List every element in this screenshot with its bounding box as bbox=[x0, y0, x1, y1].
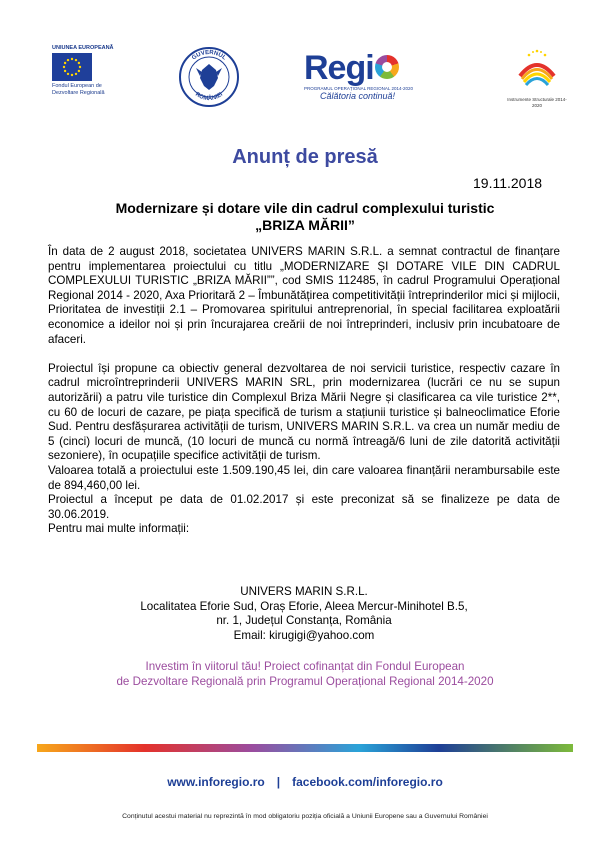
funding-slogan bbox=[0, 660, 610, 689]
eu-flag-icon bbox=[52, 53, 92, 81]
contact-address-line-1: Localitatea Eforie Sud, Oraș Eforie, Aleea Mercur-Minihotel B.5, bbox=[140, 599, 468, 613]
footer-links bbox=[0, 775, 610, 789]
svg-text:ROMÂNIEI: ROMÂNIEI bbox=[193, 91, 225, 103]
press-release-date: 19.11.2018 bbox=[473, 175, 543, 191]
contact-address-line-2: nr. 1, Județul Constanța, România bbox=[216, 614, 392, 628]
contact-email: Email: kirugigi@yahoo.com bbox=[233, 628, 375, 642]
slogan-line-1: Investim în viitorul tău! Proiect cofinanțat din Fondul European bbox=[145, 660, 465, 673]
slogan-line-2: de Dezvoltare Regională prin Programul Operațional Regional 2014-2020 bbox=[116, 674, 494, 688]
contact-block bbox=[48, 585, 560, 643]
press-release-body bbox=[48, 245, 560, 537]
structural-instruments-caption: Instrumente Structurale 2014-2020 bbox=[507, 97, 567, 108]
body-paragraph-2: Proiectul își propune ca obiectiv general dezvoltarea de noi servicii turistice, respectiv cazare în cadrul microîntreprinderii UNIVERS MARIN SRL, prin modernizarea (lucrări ce nu se supun autorizării) a patru vile turistice din Complexul Briza Mării Negre și clasificarea ca vile turistice 2**, cu 60 de locuri de cazare, pe piața specifică de turism a stațiunii turistice și balneoclimatice Eforie Sud. Pentru desfășurarea activității de turism, UNIVERS MARIN S.R.L. va crea un număr mediu de 5 (cinci) locuri de muncă, (10 locuri de muncă cu normă întreagă/6 luni de zile datorită activității sezoniere), în ocupațiile specifice activității de turism. bbox=[48, 361, 560, 463]
regio-colorful-o-icon bbox=[375, 55, 399, 79]
subtitle-line-2: „BRIZA MĂRII” bbox=[255, 217, 355, 233]
svg-text:GUVERNUL: GUVERNUL bbox=[191, 49, 227, 62]
footer-separator: | bbox=[276, 775, 281, 789]
facebook-link[interactable]: facebook.com/inforegio.ro bbox=[292, 775, 443, 789]
eu-logo-caption-top: UNIUNEA EUROPEANĂ bbox=[52, 45, 114, 51]
regio-tagline: Călătoria continuă! bbox=[320, 91, 396, 101]
more-info-label: Pentru mai multe informații: bbox=[48, 522, 190, 536]
eu-logo bbox=[52, 45, 122, 97]
body-paragraph-1: În data de 2 august 2018, societatea UNIVERS MARIN S.R.L. a semnat contractul de finanțare pentru implementarea proiectului cu titlu „MODERNIZARE ȘI DOTARE VILE DIN CADRUL COMPLEXULUI TURISTIC „BRIZA MĂRII””, cod SMIS 112485, în cadrul Programului Operațional Regional 2014 - 2020, Axa Prioritară 2 – Îmbunătățirea competitivității întreprinderilor mici și mijlocii, Prioritatea de investiții 2.1 – Promovarea spiritului antreprenorial, în special facilitarea exploatării economice a ideilor noi și prin încurajarea creării de noi întreprinderi, inclusiv prin incubatoare de afaceri. bbox=[48, 245, 560, 346]
structural-instruments-emblem-icon bbox=[514, 46, 560, 92]
contact-company: UNIVERS MARIN S.R.L. bbox=[240, 585, 368, 598]
body-paragraph-4: Proiectul a început pe data de 01.02.2017 și este preconizat să se finalizeze pe data de 30.06.2019. bbox=[48, 493, 560, 521]
inforegio-website-link[interactable]: www.inforegio.ro bbox=[167, 775, 265, 789]
press-release-subtitle bbox=[0, 200, 610, 234]
page-title: Anunț de presă bbox=[232, 146, 378, 168]
body-paragraph-3: Valoarea totală a proiectului este 1.509.190,45 lei, din care valoarea finanțării nerambursabile este de 894,460,00 lei. bbox=[48, 463, 560, 492]
regio-wordmark: Regi bbox=[304, 50, 432, 86]
government-seal-logo bbox=[178, 46, 240, 108]
regio-logo bbox=[304, 50, 432, 101]
eu-logo-caption-bottom: Fondul European de Dezvoltare Regională bbox=[52, 83, 105, 96]
structural-instruments-logo bbox=[503, 46, 571, 109]
regio-subtitle: PROGRAMUL OPERAȚIONAL REGIONAL 2014-2020 bbox=[304, 86, 414, 91]
subtitle-line-1: Modernizare și dotare vile din cadrul complexului turistic bbox=[115, 200, 495, 216]
decorative-color-bar bbox=[37, 744, 573, 752]
footer-disclaimer: Conținutul acestui material nu reprezintă în mod obligatoriu poziția oficială a Uniunii Europene sau a Guvernului României bbox=[122, 813, 488, 820]
